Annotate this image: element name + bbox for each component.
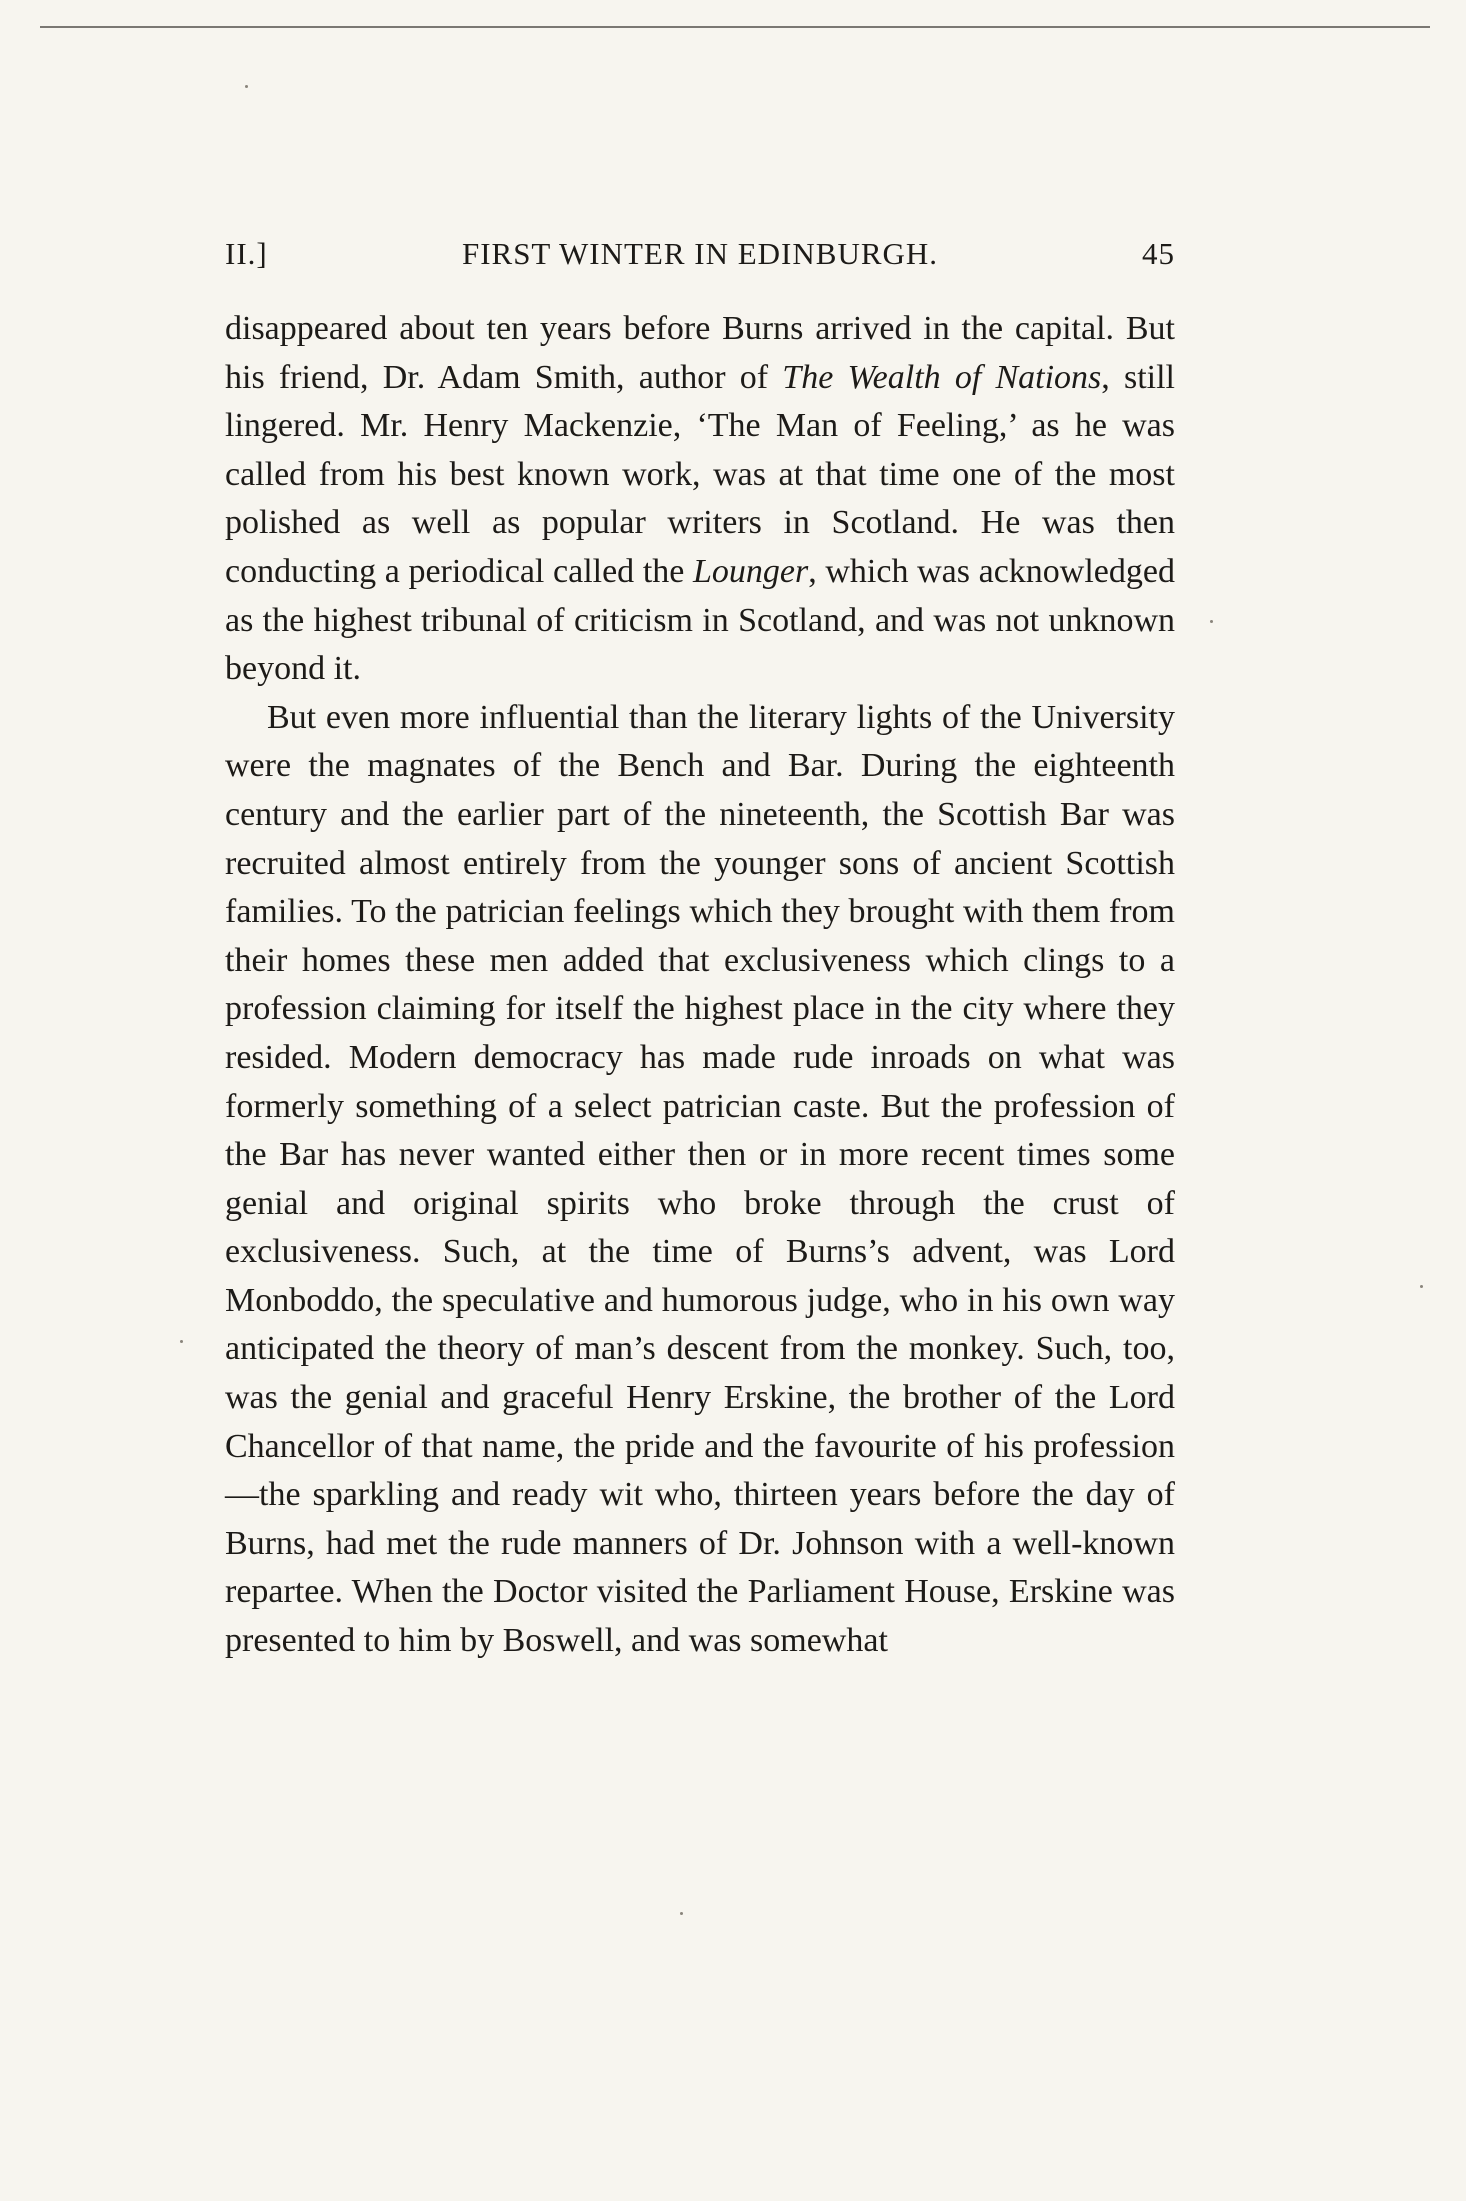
paragraph-1 [225,305,1175,694]
italic-book-title: The Wealth of Nations [782,358,1102,396]
running-header [225,236,1175,276]
paper-speck [1420,1285,1423,1288]
running-title: FIRST WINTER IN EDINBURGH. [461,236,939,271]
italic-periodical-title: Lounger [693,552,809,590]
body-text [225,305,1175,1666]
top-rule [40,26,1430,28]
paragraph-2: But even more influential than the literary lights of the University were the magnates of the Bench and Bar. During the eighteenth century and the earlier part of the nineteenth, the Scottish Bar was recruited almost entirely from the younger sons of ancient Scottish families. To the patrician feelings which they brought with them from their homes these men added that exclusiveness which clings to a profession claiming for itself the highest place in the city where they resided. Modern democracy has made rude inroads on what was formerly something of a select patrician caste. But the profession of the Bar has never wanted either then or in more recent times some genial and original spirits who broke through the crust of exclusiveness. Such, at the time of Burns’s advent, was Lord Monboddo, the speculative and humorous judge, who in his own way anticipated the theory of man’s descent from the monkey. Such, too, was the genial and graceful Henry Erskine, the brother of the Lord Chancellor of that name, the pride and the favourite of his profession—the sparkling and ready wit who, thirteen years before the day of Burns, had met the rude manners of Dr. Johnson with a well-known repartee. When the Doctor visited the Parliament House, Erskine was presented to him by Boswell, and was somewhat [225,698,1175,1660]
paper-speck [180,1340,183,1343]
chapter-number: II.] [225,236,268,271]
paragraph-1-text-a: disappeared about ten years before Burns arrived in the capital. But his friend, Dr. Adam Smith, author of [225,310,1175,396]
paper-speck [680,1912,683,1915]
paragraph-1-text-b: , still lingered. Mr. Henry Mackenzie, ‘The Man of Feeling,’ as he was called from his best known work, was at that time one of the most polished as well as popular writers in Scotland. He was then conducting a periodical called the [225,358,1175,590]
page-number: 45 [1142,236,1175,271]
paper-speck [1210,620,1213,623]
paper-speck [245,85,248,88]
paragraph-1-text-c: , which was acknowledged as the highest tribunal of criticism in Scotland, and was not unknown beyond it. [225,552,1175,688]
